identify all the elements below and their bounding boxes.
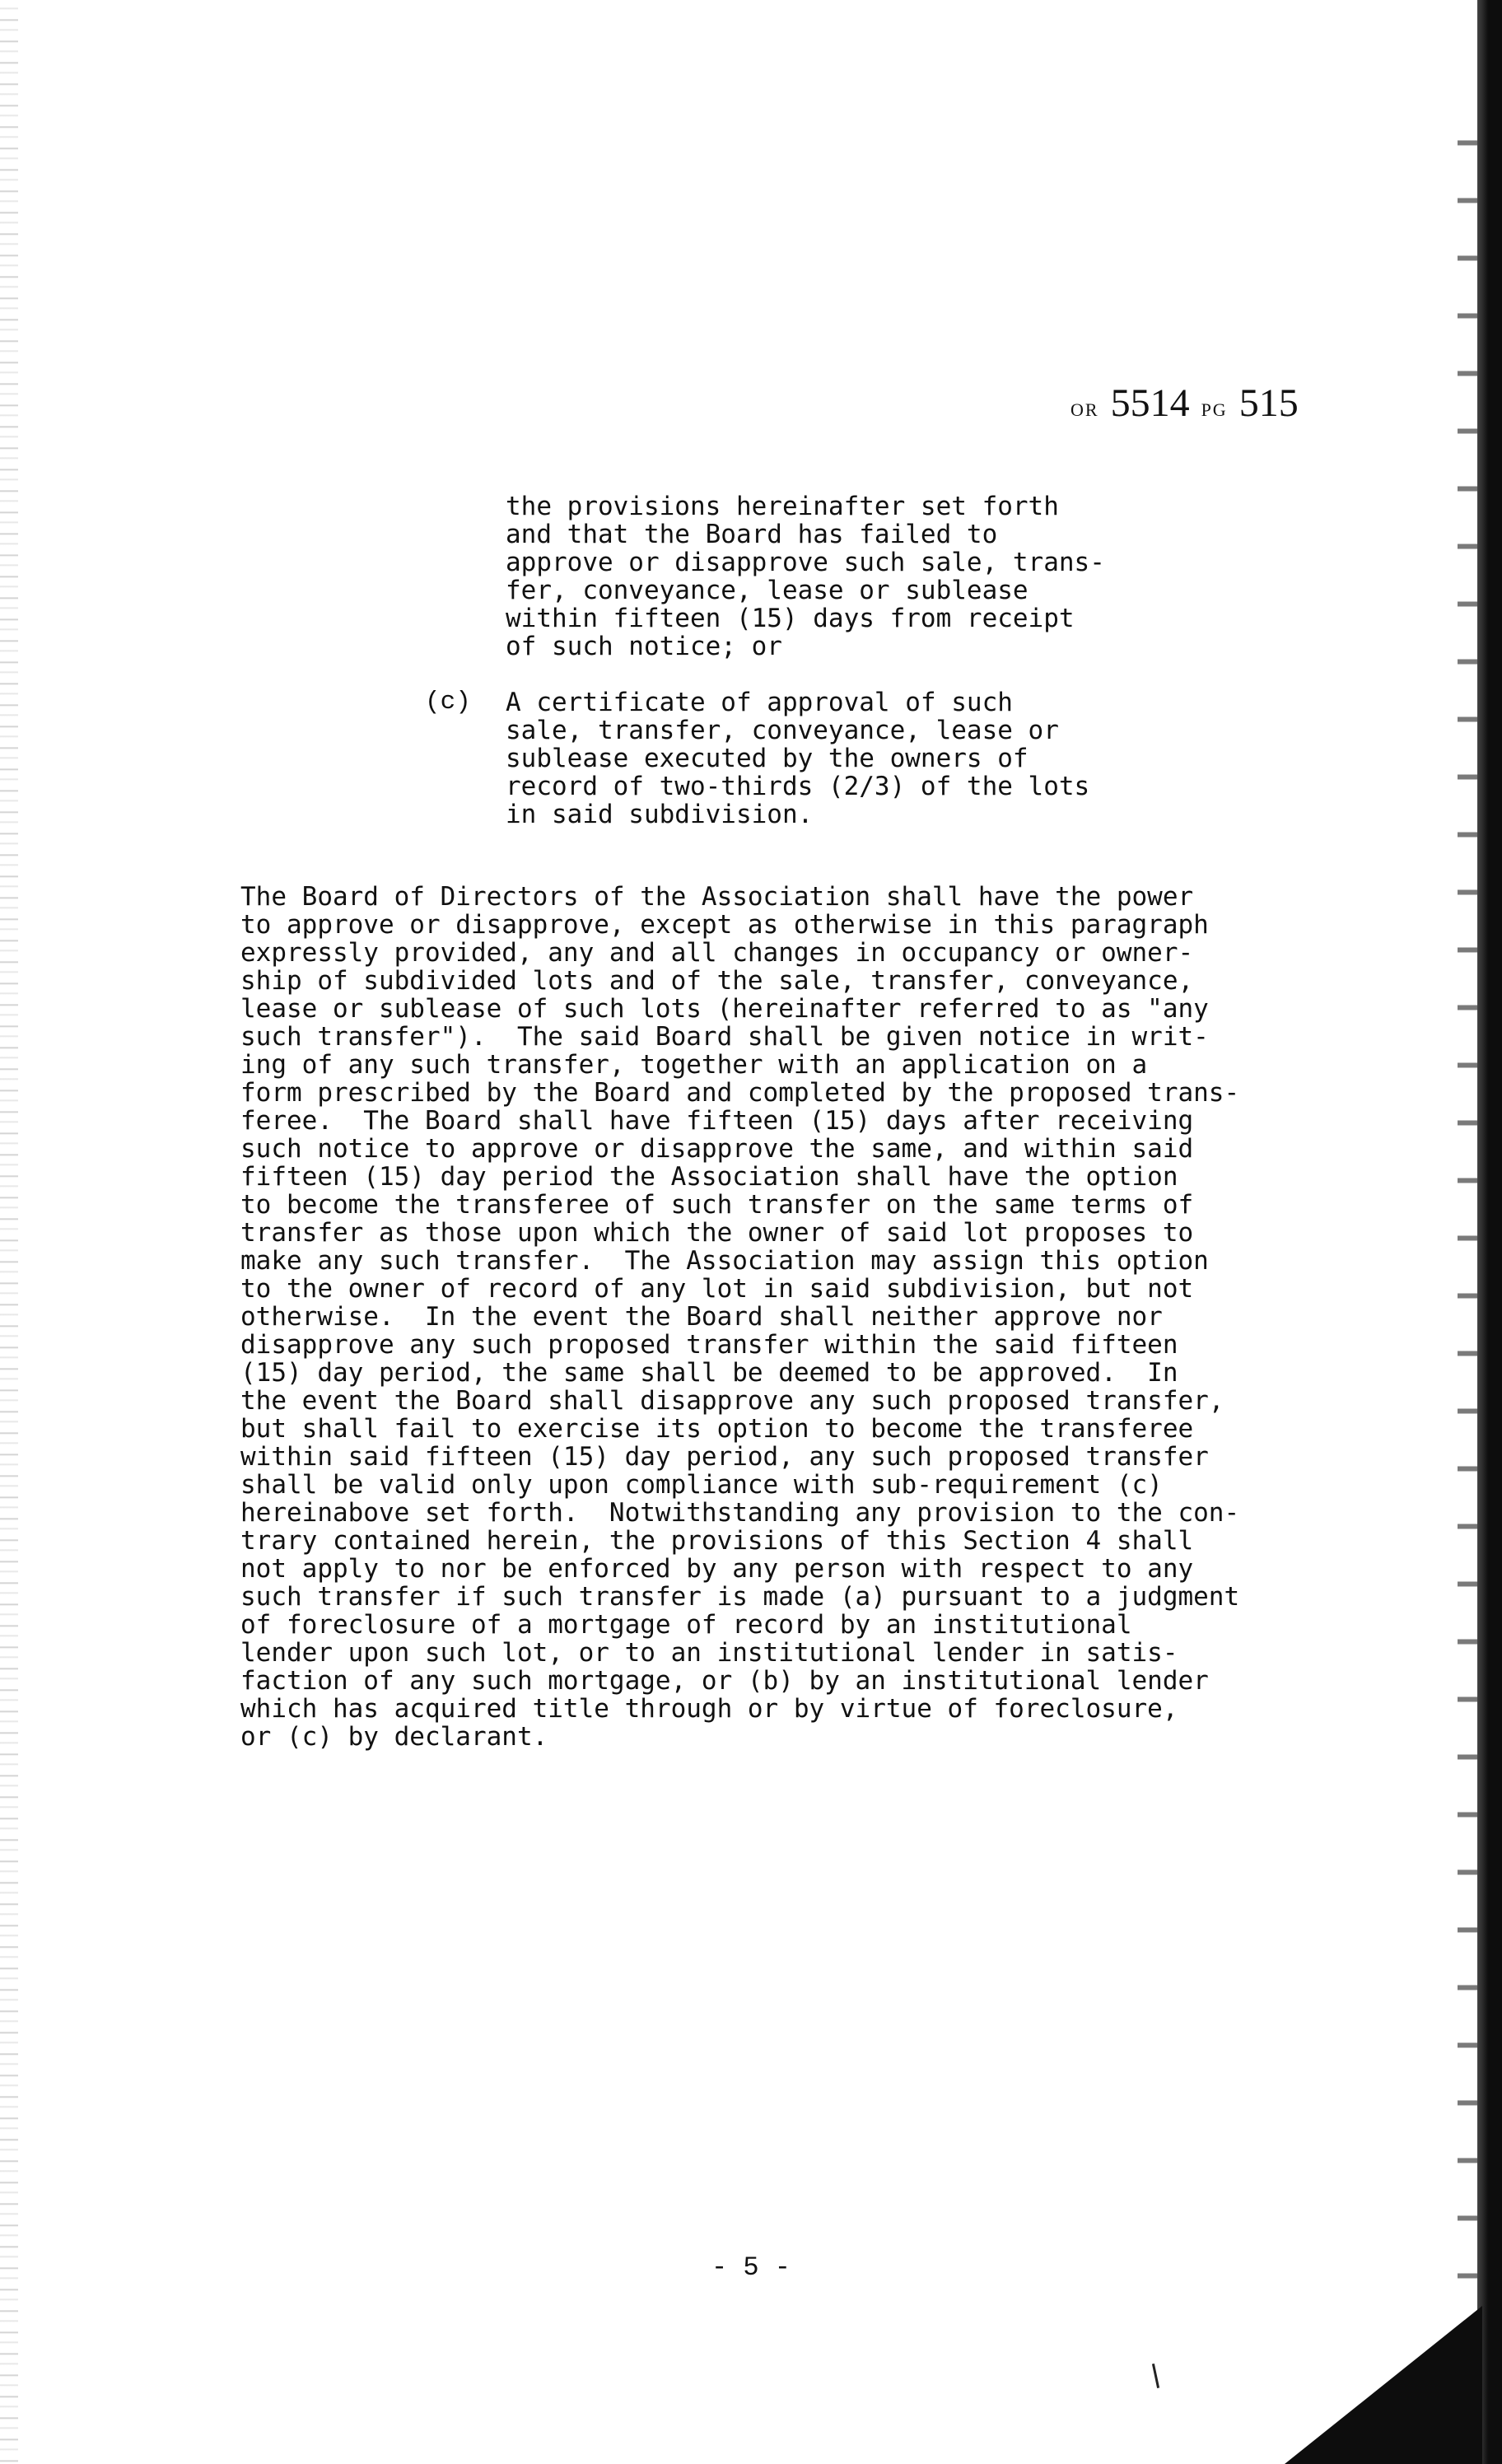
text-line: The Board of Directors of the Association shall have the power xyxy=(240,882,1194,912)
text-line: within fifteen (15) days from receipt xyxy=(506,604,1075,633)
page-label: PG xyxy=(1201,399,1228,420)
text-line: otherwise. In the event the Board shall neither approve nor xyxy=(240,1302,1163,1332)
text-line: approve or disapprove such sale, trans- xyxy=(506,548,1105,577)
text-line: disapprove any such proposed transfer within the said fifteen xyxy=(240,1330,1178,1360)
text-line: to become the transferee of such transfer on the same terms of xyxy=(240,1190,1194,1220)
recording-stamp xyxy=(1071,380,1299,430)
text-line: faction of any such mortgage, or (b) by an institutional lender xyxy=(240,1666,1209,1696)
text-line: of foreclosure of a mortgage of record by an institutional xyxy=(240,1610,1132,1640)
text-line: A certificate of approval of such xyxy=(506,688,1013,717)
text-line: ship of subdivided lots and of the sale, transfer, conveyance, xyxy=(240,966,1194,996)
text-line: and that the Board has failed to xyxy=(506,520,998,549)
scan-right-edge xyxy=(1477,0,1502,2464)
text-line: such transfer"). The said Board shall be given notice in writ- xyxy=(240,1022,1209,1052)
text-line: of such notice; or xyxy=(506,632,782,661)
text-line: to approve or disapprove, except as otherwise in this paragraph xyxy=(240,910,1209,940)
text-line: hereinabove set forth. Notwithstanding any provision to the con- xyxy=(240,1498,1240,1528)
text-line: form prescribed by the Board and completed by the proposed trans- xyxy=(240,1078,1240,1108)
text-line: to the owner of record of any lot in said subdivision, but not xyxy=(240,1274,1194,1304)
pen-mark xyxy=(1152,2364,1159,2388)
text-line: such transfer if such transfer is made (a) pursuant to a judgment xyxy=(240,1582,1240,1612)
text-line: transfer as those upon which the owner of said lot proposes to xyxy=(240,1218,1194,1248)
text-line: fer, conveyance, lease or sublease xyxy=(506,576,1029,605)
text-line: make any such transfer. The Association may assign this option xyxy=(240,1246,1209,1276)
text-line: such notice to approve or disapprove the same, and within said xyxy=(240,1134,1194,1164)
scan-left-edge xyxy=(0,0,18,2464)
text-line: fifteen (15) day period the Association shall have the option xyxy=(240,1162,1178,1192)
text-line: sublease executed by the owners of xyxy=(506,744,1029,773)
text-line: trary contained herein, the provisions of this Section 4 shall xyxy=(240,1526,1194,1556)
text-line: within said fifteen (15) day period, any such proposed transfer xyxy=(240,1442,1209,1472)
text-line: (15) day period, the same shall be deemed to be approved. In xyxy=(240,1358,1178,1388)
text-line: the provisions hereinafter set forth xyxy=(506,492,1059,521)
text-line: sale, transfer, conveyance, lease or xyxy=(506,716,1059,745)
text-line: shall be valid only upon compliance with sub-requirement (c) xyxy=(240,1470,1163,1500)
text-line: lease or sublease of such lots (hereinafter referred to as "any xyxy=(240,994,1209,1024)
text-line: but shall fail to exercise its option to become the transferee xyxy=(240,1414,1194,1444)
book-label: OR xyxy=(1071,399,1099,420)
text-line: the event the Board shall disapprove any such proposed transfer, xyxy=(240,1386,1224,1416)
book-number: 5514 xyxy=(1110,381,1190,425)
continuation-paragraph xyxy=(506,492,1105,660)
text-line: lender upon such lot, or to an institutional lender in satis- xyxy=(240,1638,1178,1668)
page-footer-number: - 5 - xyxy=(711,2252,791,2283)
page-number-stamp: 515 xyxy=(1238,381,1299,425)
text-line: ing of any such transfer, together with an application on a xyxy=(240,1050,1148,1080)
main-paragraph xyxy=(240,883,1239,1751)
text-line: expressly provided, any and all changes in occupancy or owner- xyxy=(240,938,1194,968)
text-line: record of two-thirds (2/3) of the lots xyxy=(506,772,1090,801)
scan-corner-shadow xyxy=(1285,2306,1482,2464)
text-line: or (c) by declarant. xyxy=(240,1722,548,1752)
text-line: not apply to nor be enforced by any person with respect to any xyxy=(240,1554,1194,1584)
text-line: in said subdivision. xyxy=(506,800,814,829)
item-c-paragraph xyxy=(506,688,1089,828)
item-c-label: (c) xyxy=(425,688,471,716)
text-line: which has acquired title through or by virtue of foreclosure, xyxy=(240,1694,1178,1724)
text-line: feree. The Board shall have fifteen (15) days after receiving xyxy=(240,1106,1194,1136)
